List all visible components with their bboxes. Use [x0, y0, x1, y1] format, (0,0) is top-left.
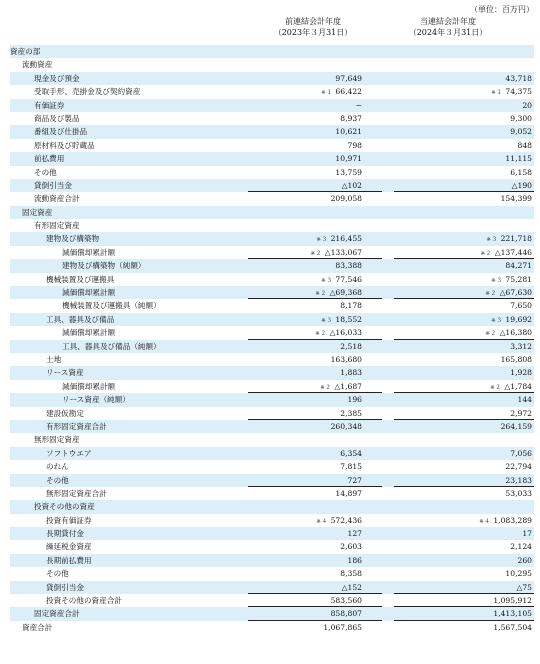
- row-label: 固定資産合計: [34, 609, 80, 619]
- table-row: [10, 594, 534, 607]
- amount: 163,680: [330, 354, 362, 364]
- row-label: 投資その他の資産: [34, 502, 95, 512]
- prior-year-value: [348, 527, 363, 540]
- prior-year-value: [340, 340, 362, 353]
- amount: 260: [517, 555, 532, 565]
- prior-year-value: [335, 152, 362, 165]
- amount: △67,630: [499, 288, 532, 298]
- note-reference: ※２: [490, 384, 502, 391]
- column-header-current-year: [383, 16, 513, 38]
- row-label: 流動資産: [22, 60, 53, 70]
- amount: 144: [517, 395, 532, 405]
- amount: △1,687: [334, 381, 362, 391]
- amount: 2,124: [510, 542, 532, 552]
- table-row: [10, 540, 534, 553]
- table-row: [10, 380, 534, 393]
- row-label: 減価償却累計額: [62, 247, 116, 257]
- row-label: 減価償却累計額: [62, 381, 116, 391]
- row-label: 長期貸付金: [46, 529, 84, 539]
- prior-year-value: [331, 192, 362, 205]
- note-reference: ※２: [315, 331, 327, 338]
- amount: 8,178: [340, 301, 362, 311]
- table-row: [10, 99, 534, 112]
- amount: 7,056: [510, 448, 532, 458]
- amount: 858,807: [330, 609, 362, 619]
- row-label: 工具、器具及び備品（純額）: [62, 341, 161, 351]
- row-label: 有価証券: [34, 100, 65, 110]
- amount: △69,368: [329, 288, 362, 298]
- note-reference: ※３: [491, 277, 503, 284]
- amount: 221,718: [500, 234, 532, 244]
- row-label: 受取手形、売掛金及び契約資産: [34, 87, 141, 97]
- row-label: 土地: [46, 354, 62, 364]
- prior-year-value: [340, 460, 362, 473]
- table-row: [10, 45, 534, 58]
- amount: 1,413,105: [493, 609, 532, 619]
- table-row: [10, 299, 534, 312]
- note-reference: ※１: [321, 90, 333, 97]
- row-label: 固定資産: [22, 207, 53, 217]
- row-label: 商品及び製品: [34, 113, 80, 123]
- amount: 2,518: [340, 341, 362, 351]
- table-row: [10, 152, 534, 165]
- amount: 798: [347, 140, 362, 150]
- amount: −: [355, 100, 362, 110]
- current-year-value: [510, 366, 532, 379]
- current-year-value: [510, 166, 532, 179]
- row-label: その他: [46, 569, 69, 579]
- note-reference: ※１: [491, 90, 503, 97]
- prior-year-value: [340, 299, 362, 312]
- prior-year-value: [348, 393, 363, 406]
- current-year-value: [510, 125, 532, 138]
- amount: △1,784: [504, 381, 532, 391]
- amount: 53,033: [505, 488, 532, 498]
- amount: 8,358: [340, 569, 362, 579]
- amount: 196: [347, 395, 362, 405]
- row-label: 繰延税金資産: [46, 542, 92, 552]
- current-year-value: [522, 527, 532, 540]
- amount: 1,883: [340, 368, 362, 378]
- amount: 14,897: [335, 488, 362, 498]
- current-year-value: [501, 353, 532, 366]
- current-year-value: [516, 581, 532, 594]
- row-label: 無形固定資産合計: [46, 488, 107, 498]
- unit-label: （単位：百万円）: [470, 5, 534, 14]
- amount: 2,385: [340, 408, 362, 418]
- row-label: ソフトウエア: [46, 448, 92, 458]
- row-label: のれん: [46, 462, 69, 472]
- amount: 264,159: [500, 421, 532, 431]
- amount: 2,603: [340, 542, 362, 552]
- amount: 1,928: [510, 368, 532, 378]
- table-row: [10, 192, 534, 205]
- amount: △16,033: [329, 328, 362, 338]
- amount: 9,300: [510, 113, 532, 123]
- amount: 77,546: [335, 274, 362, 284]
- table-row: [10, 246, 534, 259]
- prior-year-value: [335, 72, 362, 85]
- current-year-value: [505, 152, 532, 165]
- amount: △152: [341, 582, 362, 592]
- prior-year-value: [323, 621, 362, 634]
- row-label: 機械装置及び運搬具（純額）: [62, 301, 161, 311]
- note-reference: ※３: [321, 277, 333, 284]
- table-row: [10, 420, 534, 433]
- amount: 209,058: [330, 194, 362, 204]
- table-row: [10, 474, 534, 487]
- prior-year-value: [331, 607, 362, 620]
- prior-year-value: [340, 447, 362, 460]
- table-row: [10, 166, 534, 179]
- prior-year-value: [342, 581, 362, 594]
- current-year-value: [505, 487, 532, 500]
- amount: 2,972: [510, 408, 532, 418]
- row-label: 無形固定資産: [34, 435, 80, 445]
- amount: 13,759: [335, 167, 362, 177]
- note-reference: ※２: [485, 291, 497, 298]
- current-year-value: [501, 420, 532, 433]
- table-row: [10, 259, 534, 272]
- amount: 17: [522, 529, 532, 539]
- amount: 8,937: [340, 113, 362, 123]
- table-row: [10, 393, 534, 406]
- note-reference: ※３: [491, 317, 503, 324]
- current-year-value: [510, 407, 532, 420]
- note-reference: ※４: [316, 518, 328, 525]
- column-date: （2024年３月31日）: [408, 28, 488, 37]
- amount: 23,183: [505, 475, 532, 485]
- table-row: [10, 139, 534, 152]
- amount: 6,354: [340, 448, 362, 458]
- row-label: その他: [46, 475, 69, 485]
- table-row: [10, 581, 534, 594]
- row-label: 減価償却累計額: [62, 288, 116, 298]
- table-row: [10, 112, 534, 125]
- prior-year-value: [331, 353, 362, 366]
- table-row: [10, 433, 534, 446]
- prior-year-value: [331, 594, 362, 607]
- note-reference: ※３: [321, 317, 333, 324]
- table-row: [10, 232, 534, 245]
- current-year-value: [505, 72, 532, 85]
- table-row: [10, 353, 534, 366]
- prior-year-value: [356, 99, 362, 112]
- table-row: [10, 500, 534, 513]
- row-label: 貸倒引当金: [34, 180, 72, 190]
- row-label: 長期前払費用: [46, 555, 92, 565]
- row-label: 資産合計: [22, 622, 53, 632]
- prior-year-value: [331, 420, 362, 433]
- row-label: 資産の部: [10, 47, 41, 56]
- amount: △16,380: [499, 328, 532, 338]
- balance-sheet-table: [10, 45, 534, 634]
- row-label: その他: [34, 167, 57, 177]
- prior-year-value: [340, 540, 362, 553]
- amount: 727: [347, 475, 362, 485]
- table-row: [10, 85, 534, 98]
- amount: 18,552: [335, 314, 362, 324]
- prior-year-value: [335, 259, 362, 272]
- amount: 3,312: [510, 341, 532, 351]
- row-label: 貸倒引当金: [46, 582, 84, 592]
- amount: 84,271: [505, 261, 532, 271]
- table-row: [10, 447, 534, 460]
- row-label: 現金及び預金: [34, 73, 80, 83]
- note-reference: ※４: [479, 518, 491, 525]
- row-label: 有形固定資産: [34, 221, 80, 231]
- note-reference: ※３: [486, 237, 498, 244]
- prior-year-value: [335, 166, 362, 179]
- row-label: 建物及び構築物: [46, 234, 100, 244]
- row-label: 投資その他の資産合計: [46, 596, 122, 606]
- table-row: [10, 514, 534, 527]
- table-row: [10, 326, 534, 339]
- amount: 583,560: [330, 596, 362, 606]
- amount: 165,808: [500, 354, 532, 364]
- amount: 74,375: [505, 87, 532, 97]
- prior-year-value: [335, 487, 362, 500]
- column-title: 前連結会計年度: [285, 17, 341, 26]
- row-label: 番組及び仕掛品: [34, 127, 88, 137]
- table-row: [10, 273, 534, 286]
- amount: 7,815: [340, 462, 362, 472]
- row-label: 工具、器具及び備品: [46, 314, 115, 324]
- amount: 127: [347, 529, 362, 539]
- amount: △137,446: [494, 247, 532, 257]
- amount: 186: [347, 555, 362, 565]
- row-label: 機械装置及び運搬具: [46, 274, 115, 284]
- table-row: [10, 527, 534, 540]
- current-year-value: [505, 474, 532, 487]
- current-year-value: [510, 112, 532, 125]
- amount: 216,455: [330, 234, 362, 244]
- amount: 83,388: [335, 261, 362, 271]
- table-row: [10, 313, 534, 326]
- note-reference: ※２: [320, 384, 332, 391]
- amount: 43,718: [505, 73, 532, 83]
- current-year-value: [505, 460, 532, 473]
- amount: 1,083,289: [493, 515, 532, 525]
- amount: △75: [516, 582, 532, 592]
- row-label: 投資有価証券: [46, 515, 92, 525]
- table-row: [10, 487, 534, 500]
- table-row: [10, 554, 534, 567]
- amount: 9,052: [510, 127, 532, 137]
- column-header-prior-year: [248, 16, 378, 38]
- amount: △133,067: [324, 247, 362, 257]
- prior-year-value: [348, 554, 363, 567]
- current-year-value: [510, 340, 532, 353]
- prior-year-value: [340, 366, 362, 379]
- note-reference: ※２: [310, 250, 322, 257]
- row-label: リース資産: [46, 368, 84, 378]
- prior-year-value: [348, 139, 363, 152]
- row-label: 原材料及び貯蔵品: [34, 140, 95, 150]
- row-label: 前払費用: [34, 154, 65, 164]
- current-year-value: [510, 540, 532, 553]
- row-label: 建物及び構築物（純額）: [62, 261, 146, 271]
- prior-year-value: [335, 125, 362, 138]
- current-year-value: [510, 447, 532, 460]
- amount: △190: [511, 180, 532, 190]
- column-title: 当連結会計年度: [420, 17, 476, 26]
- amount: 154,399: [500, 194, 532, 204]
- prior-year-value: [340, 407, 362, 420]
- prior-year-value: [340, 567, 362, 580]
- row-label: 減価償却累計額: [62, 328, 116, 338]
- amount: △102: [341, 180, 362, 190]
- row-label: 流動資産合計: [34, 194, 80, 204]
- current-year-value: [493, 621, 532, 634]
- amount: 260,348: [330, 421, 362, 431]
- current-year-value: [505, 259, 532, 272]
- note-reference: ※２: [315, 291, 327, 298]
- note-reference: ※２: [485, 331, 497, 338]
- table-row: [10, 72, 534, 85]
- amount: 10,295: [505, 569, 532, 579]
- amount: 1,567,504: [493, 622, 532, 632]
- row-label: 有形固定資産合計: [46, 421, 107, 431]
- table-row: [10, 286, 534, 299]
- table-row: [10, 58, 534, 71]
- amount: 6,158: [510, 167, 532, 177]
- current-year-value: [505, 567, 532, 580]
- current-year-value: [501, 192, 532, 205]
- amount: 10,621: [335, 127, 362, 137]
- amount: 11,115: [505, 154, 532, 164]
- prior-year-value: [348, 474, 363, 487]
- current-year-value: [518, 393, 533, 406]
- amount: 1,067,865: [323, 622, 362, 632]
- amount: 22,794: [505, 462, 532, 472]
- current-year-value: [510, 299, 532, 312]
- table-row: [10, 219, 534, 232]
- amount: 66,422: [335, 87, 362, 97]
- amount: 1,095,912: [493, 596, 532, 606]
- table-row: [10, 366, 534, 379]
- amount: 848: [517, 140, 532, 150]
- current-year-value: [522, 99, 532, 112]
- table-row: [10, 407, 534, 420]
- table-row: [10, 340, 534, 353]
- current-year-value: [493, 607, 532, 620]
- prior-year-value: [342, 179, 362, 192]
- amount: 572,436: [330, 515, 362, 525]
- row-label: 建設仮勘定: [46, 408, 84, 418]
- table-row: [10, 206, 534, 219]
- table-row: [10, 179, 534, 192]
- note-reference: ※３: [316, 237, 328, 244]
- table-row: [10, 125, 534, 138]
- amount: 20: [522, 100, 532, 110]
- table-row: [10, 607, 534, 620]
- amount: 7,650: [510, 301, 532, 311]
- prior-year-value: [340, 112, 362, 125]
- note-reference: ※２: [480, 250, 492, 257]
- column-date: （2023年３月31日）: [273, 28, 353, 37]
- amount: 97,649: [335, 73, 362, 83]
- table-row: [10, 567, 534, 580]
- table-row: [10, 621, 534, 634]
- amount: 19,692: [505, 314, 532, 324]
- table-row: [10, 460, 534, 473]
- amount: 75,281: [505, 274, 532, 284]
- row-label: リース資産（純額）: [62, 395, 130, 405]
- current-year-value: [512, 179, 532, 192]
- amount: 10,971: [335, 154, 362, 164]
- current-year-value: [518, 554, 533, 567]
- current-year-value: [493, 594, 532, 607]
- current-year-value: [518, 139, 533, 152]
